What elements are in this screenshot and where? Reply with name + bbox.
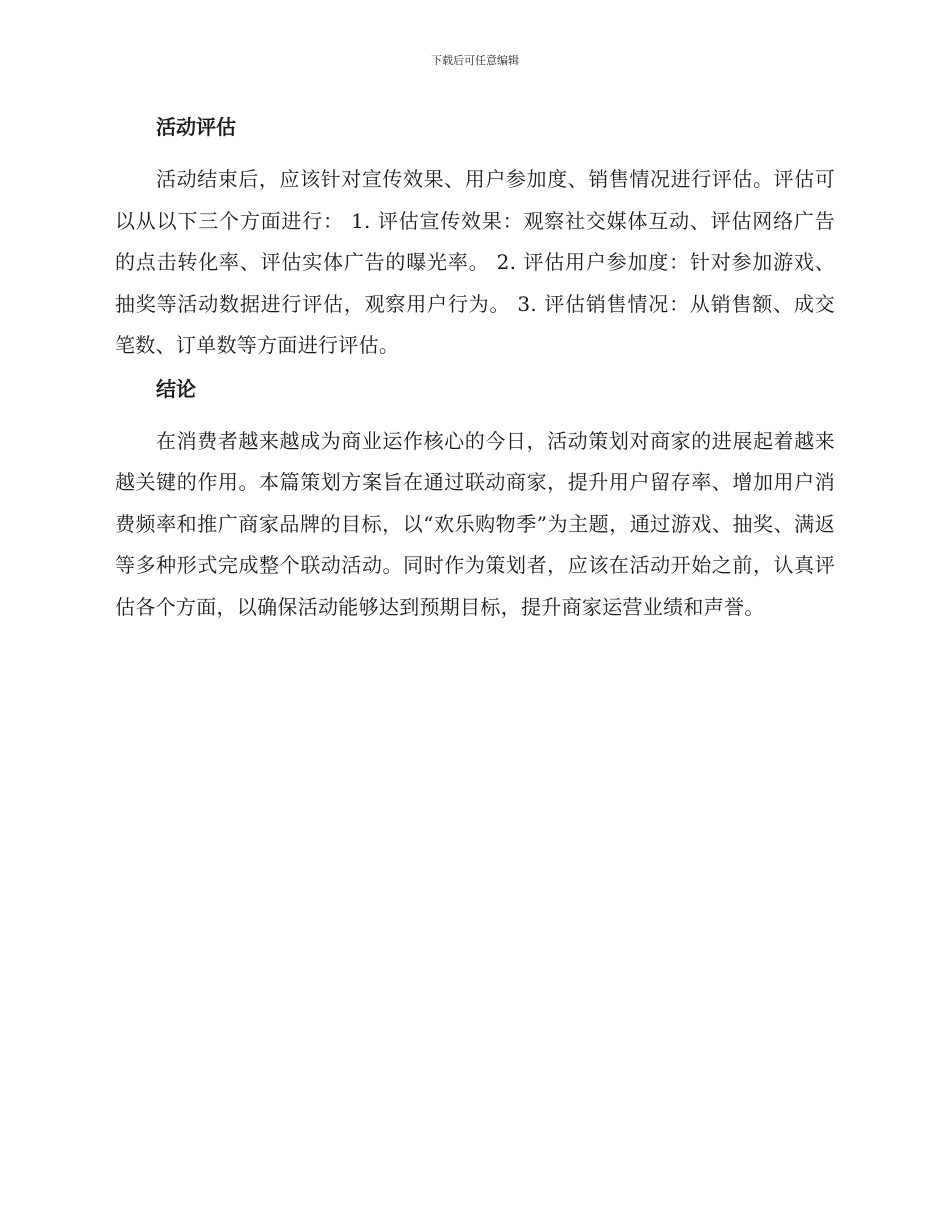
conclusion-paragraph: 在消费者越来越成为商业运作核心的今日，活动策划对商家的进展起着越来越关键的作用。本篇策划方案旨在通过联动商家，提升用户留存率、增加用户消费频率和推广商家品牌的目标，以“欢乐购物季”为主题，通过游戏、抽奖、满返等多种形式完成整个联动活动。同时作为策划者，应该在活动开始之前，认真评估各个方面，以确保活动能够达到预期目标，提升商家运营业绩和声誉。 [115, 428, 835, 619]
document-body [115, 108, 835, 628]
section-heading-conclusion: 结论 [156, 376, 196, 401]
page-header-note: 下载后可任意编辑 [431, 54, 519, 67]
evaluation-paragraph: 活动结束后，应该针对宣传效果、用户参加度、销售情况进行评估。评估可以从以下三个方面进行： 1. 评估宣传效果：观察社交媒体互动、评估网络广告的点击转化率、评估实体广告的曝光率。 2. 评估用户参加度：针对参加游戏、抽奖等活动数据进行评估，观察用户行为。 3. 评估销售情况：从销售额、成交笔数、订单数等方面进行评估。 [115, 167, 835, 357]
section-heading-evaluation: 活动评估 [156, 115, 236, 139]
